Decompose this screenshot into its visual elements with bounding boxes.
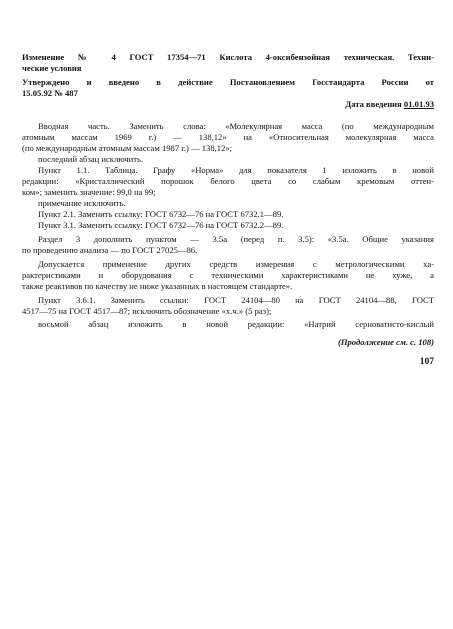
change-title	[22, 52, 434, 74]
continuation-note	[22, 337, 434, 348]
paragraph-1-1-line-3: ком»; заменить значение: 99,0 на 99;	[22, 187, 156, 197]
effective-date	[22, 99, 434, 110]
paragraph-1-1-line-2: редакции: «Кристаллический порошок белого цвета со слабым кремовым оттен-	[22, 176, 434, 186]
paragraph-3-6-1-line-2: 4517—75 на ГОСТ 4517—87; исключить обозначение «х.ч.» (5 раз);	[22, 306, 272, 316]
change-title-line-2: ческие условия	[22, 63, 82, 73]
paragraph-2-1: Пункт 2.1. Заменить ссылку: ГОСТ 6732—76 на ГОСТ 6732.1—89.	[38, 209, 284, 219]
change-title-line-1: Изменение № 4 ГОСТ 17354—71 Кислота 4-оксибензойная техническая. Техни-	[22, 52, 434, 62]
paragraph-allowed-line-3: также реактивов по качеству не ниже указанных в настоящем стандарте».	[22, 281, 293, 291]
paragraph-section-3-line-2: по проведению анализа — по ГОСТ 27025—86.	[22, 245, 198, 255]
effective-date-label: Дата введения	[345, 99, 402, 109]
continuation-note-text: (Продолжение см. с. 108)	[337, 337, 434, 347]
paragraph-intro-line-1: Вводная часть. Заменить слова: «Молекулярная масса (по международным	[38, 121, 434, 131]
paragraph-allowed-line-1: Допускается применение других средств измерения с метрологическими ха-	[38, 259, 434, 269]
paragraph-1-1-line-4: примечание исключить.	[38, 198, 126, 208]
paragraph-intro-line-2: атомным массам 1969 г.) — 138,12» на «Относительная молекулярная масса	[22, 132, 434, 142]
paragraph-section-3-line-1: Раздел 3 дополнить пунктом — 3.5а (перед п. 3.5): «3.5а. Общие указания	[38, 234, 434, 244]
paragraph-intro-line-3: (по международным атомным массам 1987 г.) — 138,12»;	[22, 143, 233, 153]
page-number-wrap	[22, 356, 434, 368]
approval-line-1: Утверждено и введено в действие Постановлением Госстандарта России от	[22, 77, 434, 87]
paragraph-3-1: Пункт 3.1. Заменить ссылку: ГОСТ 6732—76 на ГОСТ 6732.2—89.	[38, 220, 284, 230]
effective-date-value: 01.01.93	[403, 99, 434, 109]
paragraph-eighth: восьмой абзац изложить в новой редакции: «Натрий серноватисто-кислый	[38, 319, 434, 329]
paragraph-allowed-line-2: рактеристиками и оборудования с техническими характеристиками не хуже, а	[22, 270, 434, 280]
paragraph-1-1-line-1: Пункт 1.1. Таблица. Графу «Норма» для показателя 1 изложить в новой	[38, 165, 434, 175]
paragraph-3-6-1-line-1: Пункт 3.6.1. Заменить ссылки: ГОСТ 24104—80 на ГОСТ 24104—88, ГОСТ	[38, 295, 434, 305]
body-text	[22, 121, 434, 330]
page-number: 107	[419, 357, 434, 367]
approval-line-2: 15.05.92 № 487	[22, 88, 78, 98]
approval-statement	[22, 77, 434, 99]
paragraph-intro-line-4: последний абзац исключить.	[38, 154, 144, 164]
